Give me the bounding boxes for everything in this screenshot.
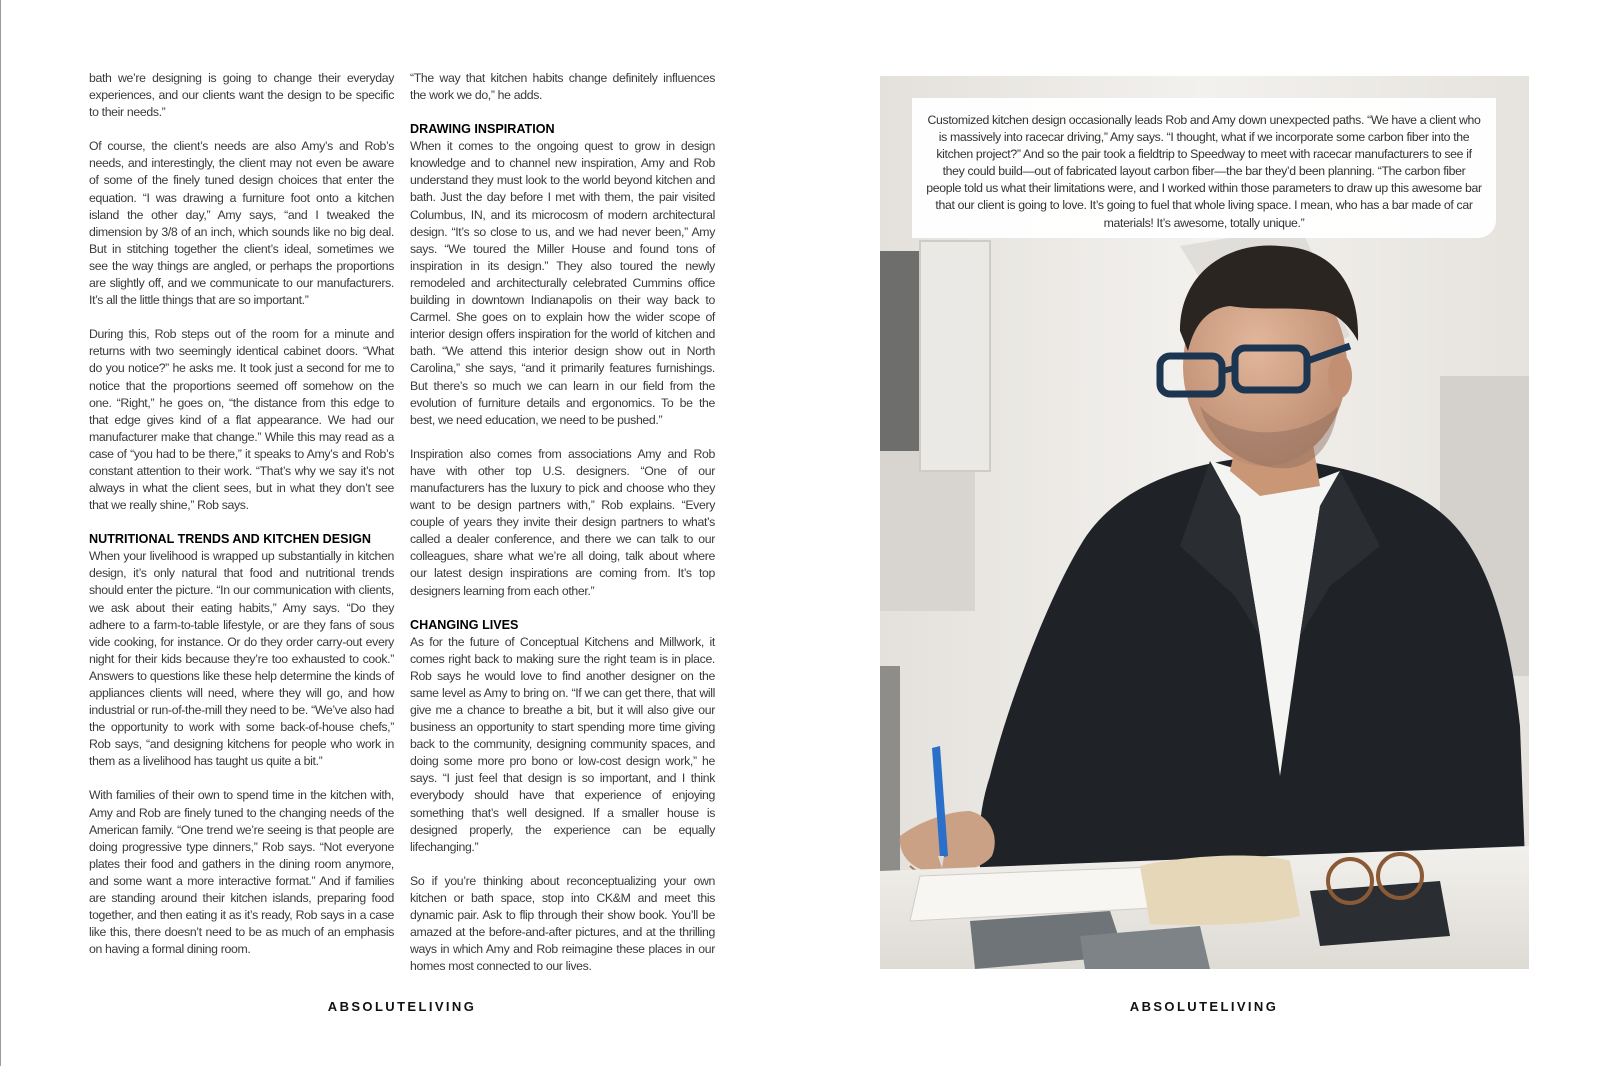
pull-quote: Customized kitchen design occasionally leads Rob and Amy down unexpected paths. “We have a client who is massively into racecar driving,” Amy says. “I thought, what if we incorporate some carbon fiber into the kitchen project?” And so the pair took a fieldtrip to Speedway to meet with racecar manufacturers to see if they could build—out of fabricated layout carbon fiber—the bar they’d been planning. “The carbon fiber people told us what their limitations were, and I worked within those parameters to draw up this awesome bar that our client is going to love. It’s going to fuel that whole living space. I mean, who has a bar made of car materials! It’s awesome, totally unique.” [912, 98, 1496, 238]
body-paragraph: When your livelihood is wrapped up substantially in kitchen design, it’s only natural that food and nutritional trends should enter the picture. “In our communication with clients, we ask about their eating habits,” Amy says. “Do they adhere to a farm-to-table lifestyle, or are they fans of sous vide cooking, for instance. Or do they order carry-out every night for their kids because they’re too exhausted to cook.” Answers to questions like these help determine the kinds of appliances clients will need, where they will go, and how industrial or run-of-the-mill they need to be. “We’ve also had the opportunity to work with some back-of-house chefs,” Rob says, “and designing kitchens for people who work in them as a livelihood has taught us quite a bit.” [89, 549, 394, 769]
body-paragraph: “The way that kitchen habits change definitely influences the work we do,” he adds. [410, 71, 715, 103]
body-paragraph: When it comes to the ongoing quest to grow in design knowledge and to channel new inspiration, Amy and Rob understand they must look to the world beyond kitchen and bath. Just the day before I met with them, the pair visited Columbus, IN, and its microcosm of modern architectural design. “It’s so close to us, and we had never been,” Amy says. “We toured the Miller House and found tons of inspiration in its design.” They also toured the newly remodeled and architecturally celebrated Cummins office building in downtown Indianapolis on their way back to Carmel. She goes on to explain how the wider scope of interior design offers inspiration for the world of kitchen and bath. “We attend this interior design show out in North Carolina,” she says, “and it primarily features furnishings. But there’s so much we can learn in our field from the evolution of furniture details and ergonomics. To be the best, we need education, we need to be pushed.” [410, 139, 715, 427]
footer-brand-left: ABSOLUTELIVING [327, 999, 477, 1014]
section-heading: CHANGING LIVES [410, 617, 519, 632]
body-paragraph: So if you’re thinking about reconceptualizing your own kitchen or bath space, stop into CK&M and meet this dynamic pair. Ask to flip through their show book. You’ll be amazed at the before-and-after pictures, and at the thrilling ways in which Amy and Rob reimagine these places in our homes most connected to our lives. [410, 873, 715, 974]
article-column-right [410, 70, 715, 992]
article-column-left [89, 70, 394, 975]
footer-brand-right: ABSOLUTELIVING [1129, 999, 1279, 1014]
body-paragraph: As for the future of Conceptual Kitchens and Millwork, it comes right back to making sure the right team is in place. Rob says he would love to find another designer on the same level as Amy to bring on. “If we can get there, that will give me a chance to breathe a bit, but it will also give our business an opportunity to start spending more time giving back to the community, designing community spaces, and doing some more pro bono or low-cost design work,” he says. “I just feel that design is so important, and I think everybody should have that experience of enjoying something that’s well designed. If a smaller house is designed properly, the experience can be equally lifechanging.” [410, 634, 715, 854]
body-paragraph: During this, Rob steps out of the room for a minute and returns with two seemingly identical cabinet doors. “What do you notice?” he asks me. It took just a second for me to notice that the proportions seemed off somehow on the one. “Right,” he goes on, “the distance from this edge to that edge gives kind of a flat appearance. We had our manufacturer make that change.” While this may read as a case of “you had to be there,” it speaks to Amy’s and Rob’s constant attention to their work. “That’s why we say it’s not always in what the client sees, but in what they don’t see that we really shine,” Rob says. [89, 327, 394, 513]
body-paragraph: Inspiration also comes from associations Amy and Rob have with other top U.S. designers. “One of our manufacturers has the luxury to pick and choose who they want to be design partners with,” Rob explains. “Every couple of years they invite their design partners to what’s called a dealer conference, and there we can talk to our colleagues, share what we’re all doing, talk about where our latest design inspirations are coming from. It’s top designers learning from each other.” [410, 446, 715, 598]
section-heading: NUTRITIONAL TRENDS AND KITCHEN DESIGN [89, 532, 371, 547]
section-heading: DRAWING INSPIRATION [410, 122, 555, 137]
body-paragraph: With families of their own to spend time in the kitchen with, Amy and Rob are finely tuned to the changing needs of the American family. “One trend we’re seeing is that people are doing progressive type dinners,” Rob says. “Not everyone plates their food and gathers in the dining room anymore, and some want a more interactive format.” And if families are standing around their kitchen islands, preparing food together, and then eating it as it’s ready, Rob says in a case like this, there doesn’t need to be as much of an emphasis on having a formal dining room. [89, 788, 394, 957]
body-paragraph: Of course, the client’s needs are also Amy’s and Rob’s needs, and interestingly, the client may not even be aware of some of the finely tuned design choices that enter the equation. “I was drawing a furniture foot onto a kitchen island the other day,” Amy says, “and I tweaked the dimension by 3/8 of an inch, which sounds like no big deal. But in stitching together the client’s ideal, sometimes we see the way things are angled, or perhaps the proportions are slightly off, and we communicate to our manufacturers. It’s all the little things that are so important.” [89, 139, 394, 308]
page-edge-rule [0, 0, 1, 1066]
body-paragraph: bath we’re designing is going to change their everyday experiences, and our clients want the design to be specific to their needs.” [89, 71, 394, 120]
